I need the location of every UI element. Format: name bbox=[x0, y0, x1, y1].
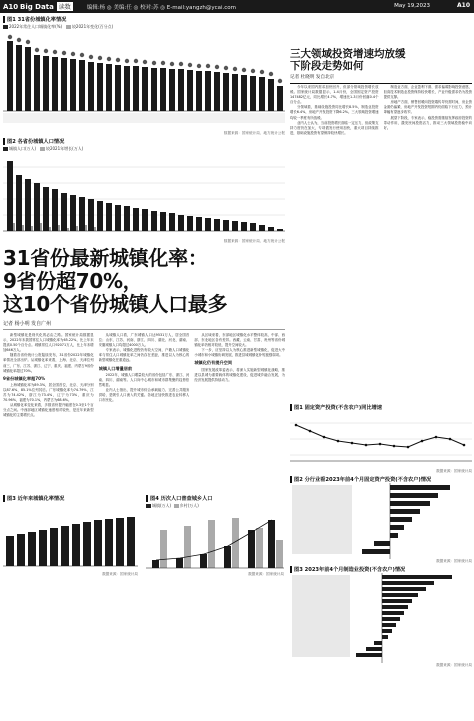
fig-r2-title: 图2 分行业看2023年前4个月固定资产投资(不含农户)情况 bbox=[290, 476, 472, 483]
fig-r3-source: 数据来源：国家统计局 bbox=[436, 663, 472, 667]
bar bbox=[178, 69, 184, 111]
fig1-legend-a: 2022年常住人口城镇化率(%) bbox=[9, 24, 63, 29]
divider bbox=[290, 83, 472, 84]
bar bbox=[259, 77, 265, 111]
left-column bbox=[3, 16, 285, 577]
page-number-right: A10 bbox=[457, 2, 470, 9]
section-cn: 读数 bbox=[58, 4, 71, 11]
article-col-1 bbox=[3, 333, 94, 491]
bar bbox=[268, 79, 274, 111]
paragraph: 业内人士指出，提升城市综合承载能力、完善公共服务供给，是吸引人口流入的关键。各地正加快推进农业转移人口市民化。 bbox=[98, 387, 190, 403]
paragraph: 从城镇人口看，广东城镇人口达9531万人，居全国首位；山东、江苏、河南、浙江、四川、湖北、河北、湖南、安徽城镇人口均超过4000万人。 bbox=[98, 333, 190, 348]
fig1-title: 图1 31省份城镇化率情况 bbox=[3, 16, 285, 23]
paragraph: 分领域看，基础设施投资同比增长8.5%，制造业投资增长6.4%，房地产开发投资下降6.2%。三大领域投资增速均较一季度有所放缓。 bbox=[290, 105, 379, 120]
fig2-title: 图2 各省份城镇人口情况 bbox=[3, 138, 285, 145]
right-article-body bbox=[290, 85, 472, 401]
byline: 记者 杨小明 发自广州 bbox=[3, 320, 285, 330]
bar bbox=[43, 56, 49, 111]
bar bbox=[52, 57, 58, 111]
bar bbox=[241, 75, 247, 111]
bar bbox=[61, 58, 67, 111]
fig4-chart bbox=[146, 510, 284, 572]
fig-r3-title: 图3 2023年前4个月制造业投资(不含农户)情况 bbox=[290, 566, 472, 573]
fig4-legend-a: 城镇(万人) bbox=[152, 503, 172, 508]
bar bbox=[25, 47, 31, 111]
right-byline: 记者 杜晓明 发自北京 bbox=[290, 75, 335, 80]
paragraph: 今年以来国内需求加快回升，但部分领域投资增长放缓。国家统计局数据显示，1-4月份，全国固定资产投资147482亿元，同比增长4.7%，增速比1-3月份回落0.4个百分点。 bbox=[290, 85, 379, 105]
fig2-source: 数据来源：国家统计局、地方统计公报 bbox=[223, 239, 285, 243]
editor-meta: 编辑:杨 ◎ 美编:任 ◎ 校对:苏 ◎ E-mail:yangzh@ycai.com bbox=[86, 4, 237, 11]
section-name: Big Data bbox=[20, 2, 54, 11]
bar bbox=[160, 68, 166, 111]
legend-swatch bbox=[146, 504, 151, 508]
fig4-source: 数据来源：国家统计局 bbox=[248, 572, 284, 576]
fig1-legend-b: 较2021年变化(百分点) bbox=[71, 24, 114, 29]
subheading: 城镇人口增量居前 bbox=[98, 365, 133, 371]
bar bbox=[106, 64, 112, 111]
bar bbox=[7, 41, 13, 111]
fig1-bars bbox=[7, 41, 283, 111]
paragraph: 展望下阶段，专家表示，稳投资需继续发挥政府投资的带动作用，激发民间投资活力，推动三大领域投资稳中向好。 bbox=[383, 115, 472, 130]
right-col-1 bbox=[290, 85, 379, 401]
fig3-title: 图3 近年来城镇化率情况 bbox=[3, 495, 138, 502]
fig-r3-bars bbox=[356, 575, 452, 657]
headline-line-1: 31省份最新城镇化率： bbox=[3, 246, 208, 270]
paragraph: 2022年，城镇人口增量较大的省份包括广东、浙江、河南、四川、湖南等。人口向中心城市和城市群集聚的趋势依然明显。 bbox=[98, 372, 190, 387]
bar bbox=[124, 66, 130, 111]
bar bbox=[214, 72, 220, 111]
paragraph: 制造业方面，企业盈利下滑、需求偏弱影响投资意愿，但高技术制造业投资保持较快增长，产业升级需求仍为投资提供支撑。 bbox=[383, 85, 472, 100]
subheading: 9省份城镇化率超70% bbox=[3, 375, 46, 381]
fig-r1-points bbox=[295, 424, 466, 449]
legend-swatch bbox=[3, 25, 8, 29]
bar bbox=[232, 74, 238, 111]
fig1-legend bbox=[3, 24, 285, 30]
fig1-source: 数据来源：国家统计局、地方统计公报 bbox=[223, 131, 285, 135]
bar bbox=[115, 65, 121, 111]
fig-r1-source: 数据来源：国家统计局 bbox=[436, 469, 472, 473]
fig3-bars bbox=[6, 517, 135, 566]
bar bbox=[88, 62, 94, 111]
bar bbox=[70, 59, 76, 111]
bottom-figures bbox=[3, 495, 285, 577]
fig4-legend-b: 乡村(万人) bbox=[179, 503, 199, 508]
headline-line-2: 9省份超70%， bbox=[3, 269, 143, 293]
bar bbox=[97, 63, 103, 111]
right-column bbox=[290, 16, 472, 668]
bar bbox=[34, 55, 40, 111]
fig-r2-chart bbox=[290, 483, 472, 559]
fig1-chart bbox=[3, 31, 285, 131]
bar bbox=[205, 71, 211, 111]
article-col-2 bbox=[99, 333, 190, 491]
right-headline-1: 三大领域投资增速均放缓 bbox=[290, 48, 406, 60]
fig-r1-chart bbox=[290, 411, 472, 469]
fig-r1-grid bbox=[290, 423, 472, 455]
paragraph: 专家表示，城镇化进程仍有较大空间，户籍人口城镇化率与常住人口城镇化率之间仍存在差距，推进以人为核心的新型城镇化任重道远。 bbox=[98, 348, 190, 363]
bar bbox=[16, 45, 22, 111]
paragraph: 从城镇化率变化来看，多数省份提升幅度在0.3至1个百分点之间。中西部地区城镇化速度相对较快，是近年来新型城镇化的主要增长点。 bbox=[3, 403, 94, 418]
right-col-2 bbox=[384, 85, 473, 401]
fig1-x-ticks bbox=[3, 113, 285, 123]
main-headline bbox=[3, 247, 285, 316]
fig4-legend bbox=[146, 503, 284, 509]
fig4 bbox=[146, 495, 284, 577]
bar bbox=[151, 68, 157, 111]
legend-swatch bbox=[40, 147, 45, 151]
subheading: 城镇化仍有提升空间 bbox=[194, 360, 233, 366]
fig-r2-source: 数据来源：国家统计局 bbox=[436, 559, 472, 563]
paragraph: 随着各省份统计公报陆续发布，31省份2022年城镇化率情况全部出炉。从城镇化率来看，上海、北京、天津位列前三，广东、江苏、浙江、辽宁、重庆、福建、内蒙古9省份城镇化率超过70%。 bbox=[3, 353, 94, 373]
fig3-chart bbox=[3, 502, 138, 572]
fig4-title: 图4 历次人口普查城乡人口 bbox=[146, 495, 284, 502]
fig-r1-title: 图1 固定资产投资(不含农户)同比增速 bbox=[290, 404, 472, 411]
bar bbox=[169, 69, 175, 111]
bar bbox=[250, 76, 256, 111]
page-header bbox=[0, 0, 474, 13]
fig2-legend-a: 城镇人口(万人) bbox=[9, 146, 37, 151]
fig2-legend bbox=[3, 146, 285, 152]
right-headline bbox=[290, 48, 472, 72]
legend-swatch bbox=[174, 504, 179, 508]
headline-line-3: 这10个省份城镇人口最多 bbox=[3, 292, 228, 316]
paragraph: 下一步，应坚持以人为核心推进新型城镇化，促进大中小城市和小城镇协调发展，推进县城城镇化补短板强弱项。 bbox=[194, 348, 285, 358]
page-number: A10 bbox=[3, 2, 19, 11]
bar bbox=[196, 71, 202, 111]
paragraph: 业内人士认为，当前投资增长面临一定压力，但政策支持力度仍在加大，专项债发行使用加快，重大项目持续推进，基础设施投资有望保持较快增长。 bbox=[290, 120, 379, 135]
bar bbox=[223, 73, 229, 111]
legend-swatch bbox=[3, 147, 8, 151]
paragraph: 国家发展改革委表示，将深入实施新型城镇化战略，推进以县城为重要载体的城镇化建设，促进城乡融合发展，为经济发展提供持续动力。 bbox=[194, 367, 285, 382]
paragraph: 新型城镇化是现代化的必由之路。国家统计局数据显示，2022年末我国常住人口城镇化率为65.22%，比上年末提高0.50个百分点。城镇常住人口92071万人，比上年末增加646万人。 bbox=[3, 333, 94, 353]
bar bbox=[142, 67, 148, 111]
fig-r3-chart bbox=[290, 573, 472, 663]
right-headline-2: 下阶段走势如何 bbox=[290, 60, 364, 72]
paragraph: 房地产方面，销售回暖向投资端传导仍需时间，房企资金面仍偏紧，房地产开发投资短期内仍面临下行压力，预计降幅有望逐步收窄。 bbox=[383, 100, 472, 115]
legend-swatch bbox=[66, 25, 71, 29]
bar bbox=[133, 66, 139, 111]
article-body bbox=[3, 333, 285, 491]
paragraph: 从区域来看，东部地区城镇化水平整体较高，中部、西部、东北地区各有差异。西藏、云南、甘肃、贵州等省份城镇化率仍相对较低，提升空间较大。 bbox=[194, 333, 285, 348]
fig-r2-bars bbox=[362, 485, 450, 554]
fig2-bars bbox=[7, 161, 283, 231]
paragraph: 上海城镇化率为89.3%，居全国首位，北京、天津分别以87.6%、85.1%位列其后。广东城镇化率为74.79%，江苏为74.42%，浙江为73.4%，辽宁为73%，重庆为70.96%，福建为70.1%，内蒙古为68.6%。 bbox=[3, 382, 94, 403]
fig2-chart bbox=[3, 153, 285, 239]
fig-r3-label-bg bbox=[292, 575, 350, 657]
fig3-source: 数据来源：国家统计局 bbox=[102, 572, 138, 576]
bar bbox=[277, 86, 283, 111]
bar bbox=[79, 60, 85, 111]
fig2-legend-b: 较2021年增长(万人) bbox=[45, 146, 84, 151]
article-col-3 bbox=[194, 333, 285, 491]
fig-r2-label-bg bbox=[292, 485, 352, 554]
bar bbox=[187, 70, 193, 111]
fig3 bbox=[3, 495, 138, 577]
issue-date: May 19,2023 bbox=[394, 3, 430, 9]
